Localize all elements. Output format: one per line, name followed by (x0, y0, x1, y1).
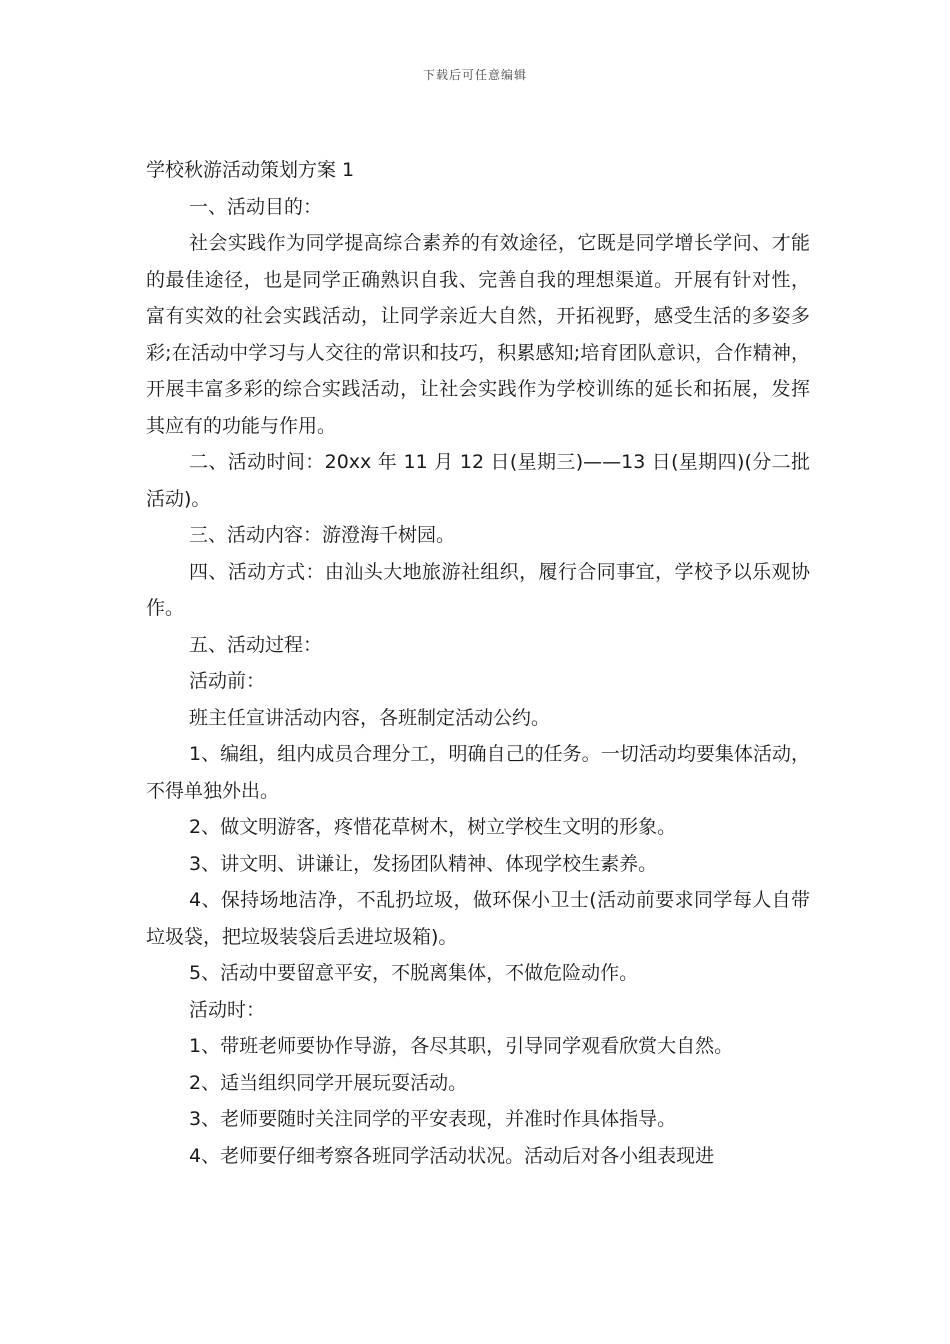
header-note: 下载后可任意编辑 (422, 68, 527, 82)
list-item-during-2: 2、适当组织同学开展玩耍活动。 (189, 1071, 468, 1094)
list-item-before-5: 5、活动中要留意平安，不脱离集体，不做危险动作。 (189, 962, 639, 984)
paragraph-time: 二、活动时间：20xx 年 11 月 12 日(星期三)——13 日(星期四)(分二批活动)。 (146, 451, 810, 510)
list-item-before-1: 1、编组，组内成员合理分工，明确自己的任务。一切活动均要集体活动，不得单独外出。 (146, 743, 810, 802)
list-item-during-3: 3、老师要随时关注同学的平安表现，并准时作具体指导。 (189, 1108, 677, 1130)
list-item-before-3: 3、讲文明、讲谦让，发扬团队精神、体现学校生素养。 (189, 852, 658, 875)
document-body (146, 152, 810, 1174)
list-item-during-1: 1、带班老师要协作导游，各尽其职，引导同学观看欣赏大自然。 (189, 1035, 734, 1057)
list-item-before-2: 2、做文明游客，疼惜花草树木，树立学校生文明的形象。 (189, 816, 677, 838)
paragraph-content: 三、活动内容：游澄海千树园。 (189, 524, 456, 546)
document-title: 学校秋游活动策划方案 1 (146, 159, 355, 181)
paragraph-method: 四、活动方式：由汕头大地旅游社组织，履行合同事宜，学校予以乐观协作。 (146, 560, 810, 619)
paragraph-purpose-heading: 一、活动目的： (189, 195, 323, 218)
paragraph-before-intro: 班主任宣讲活动内容，各班制定活动公约。 (189, 706, 551, 729)
paragraph-during-heading: 活动时： (189, 998, 266, 1021)
list-item-before-4: 4、保持场地洁净，不乱扔垃圾，做环保小卫士(活动前要求同学每人自带垃圾袋，把垃圾装袋后丢进垃圾箱)。 (146, 889, 810, 948)
paragraph-before-heading: 活动前： (189, 670, 266, 692)
paragraph-process-heading: 五、活动过程： (189, 633, 323, 656)
paragraph-purpose: 社会实践作为同学提高综合素养的有效途径，它既是同学增长学问、才能的最佳途径，也是同学正确熟识自我、完善自我的理想渠道。开展有针对性，富有实效的社会实践活动，让同学亲近大自然，开拓视野，感受生活的多姿多彩;在活动中学习与人交往的常识和技巧，积累感知;培育团队意识，合作精神，开展丰富多彩的综合实践活动，让社会实践作为学校训练的延长和拓展，发挥其应有的功能与作用。 (146, 232, 810, 437)
list-item-during-4: 4、老师要仔细考察各班同学活动状况。活动后对各小组表现进 (189, 1144, 715, 1167)
